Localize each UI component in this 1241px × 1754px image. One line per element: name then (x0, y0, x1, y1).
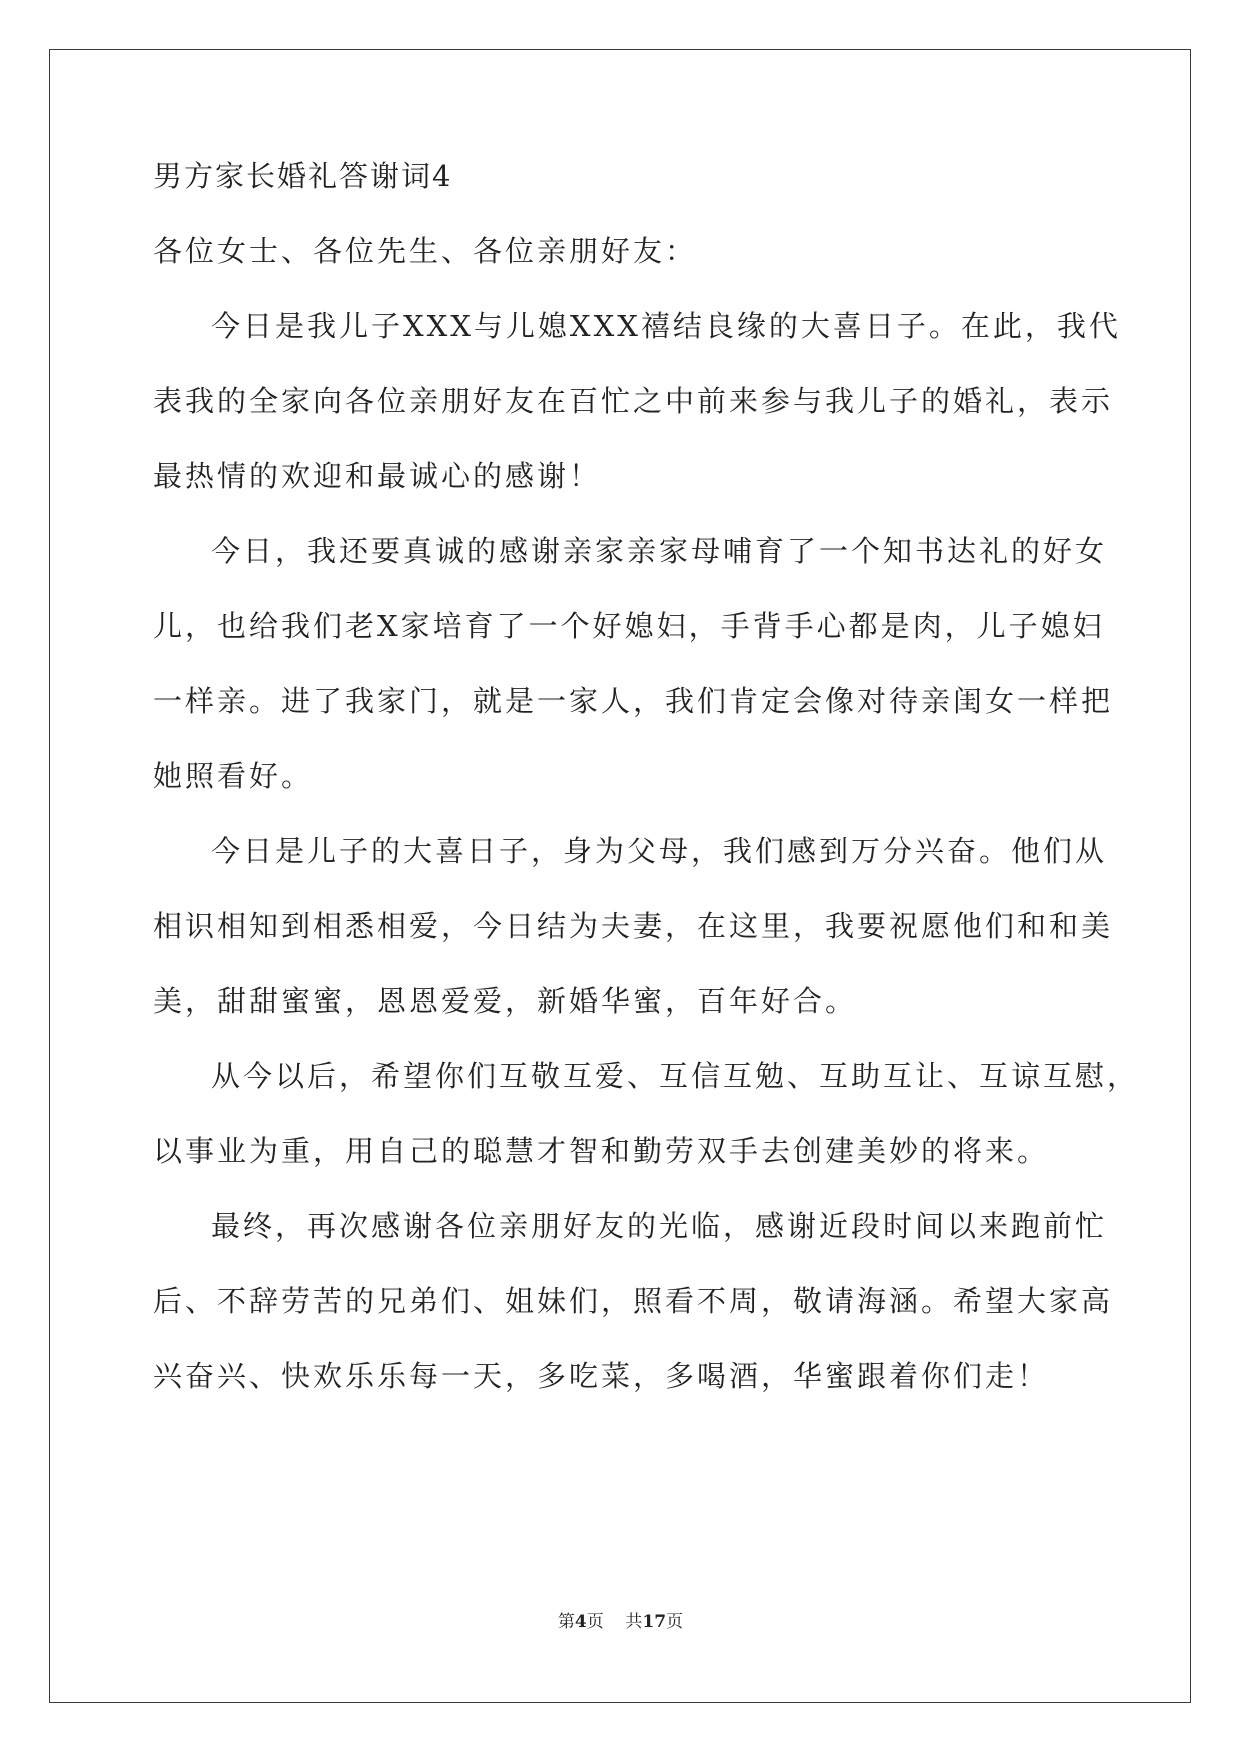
paragraph-1-line-2: 表我的全家向各位亲朋好友在百忙之中前来参与我儿子的婚礼，表示 (153, 384, 1114, 418)
current-page-number: 4 (574, 1612, 587, 1632)
page-border (49, 49, 1191, 1703)
total-pages-number: 17 (642, 1612, 667, 1632)
paragraph-2-line-3: 一样亲。进了我家门，就是一家人，我们肯定会像对待亲闺女一样把 (153, 684, 1114, 718)
paragraph-1-line-3: 最热情的欢迎和最诚心的感谢！ (153, 459, 602, 493)
paragraph-3-line-3: 美，甜甜蜜蜜，恩恩爱爱，新婚华蜜，百年好合。 (153, 984, 858, 1018)
paragraph-5-line-3: 兴奋兴、快欢乐乐每一天，多吃菜，多喝酒，华蜜跟着你们走！ (153, 1359, 1050, 1393)
total-pages-unit: 页 (666, 1612, 684, 1632)
page-number-unit: 页 (586, 1612, 604, 1632)
paragraph-2-line-1: 今日，我还要真诚的感谢亲家亲家母哺育了一个知书达礼的好女 (211, 534, 1108, 568)
page-footer (0, 1611, 1241, 1633)
paragraph-1-line-1: 今日是我儿子XXX与儿媳XXX禧结良缘的大喜日子。在此，我代 (211, 309, 1121, 343)
page-number-prefix: 第 (557, 1612, 575, 1632)
salutation: 各位女士、各位先生、各位亲朋好友： (153, 234, 698, 268)
paragraph-3-line-1: 今日是儿子的大喜日子，身为父母，我们感到万分兴奋。他们从 (211, 834, 1108, 868)
paragraph-4-line-1: 从今以后，希望你们互敬互爱、互信互勉、互助互让、互谅互慰， (211, 1059, 1140, 1093)
paragraph-2-line-4: 她照看好。 (153, 759, 314, 793)
paragraph-2-line-2: 儿，也给我们老X家培育了一个好媳妇，手背手心都是肉，儿子媳妇 (153, 609, 1105, 643)
paragraph-3-line-2: 相识相知到相悉相爱，今日结为夫妻，在这里，我要祝愿他们和和美 (153, 909, 1114, 943)
paragraph-5-line-1: 最终，再次感谢各位亲朋好友的光临，感谢近段时间以来跑前忙 (211, 1209, 1108, 1243)
document-title: 男方家长婚礼答谢词4 (153, 159, 453, 193)
total-pages-prefix: 共 (625, 1612, 643, 1632)
paragraph-5-line-2: 后、不辞劳苦的兄弟们、姐妹们，照看不周，敬请海涵。希望大家高 (153, 1284, 1114, 1318)
paragraph-4-line-2: 以事业为重，用自己的聪慧才智和勤劳双手去创建美妙的将来。 (153, 1134, 1050, 1168)
